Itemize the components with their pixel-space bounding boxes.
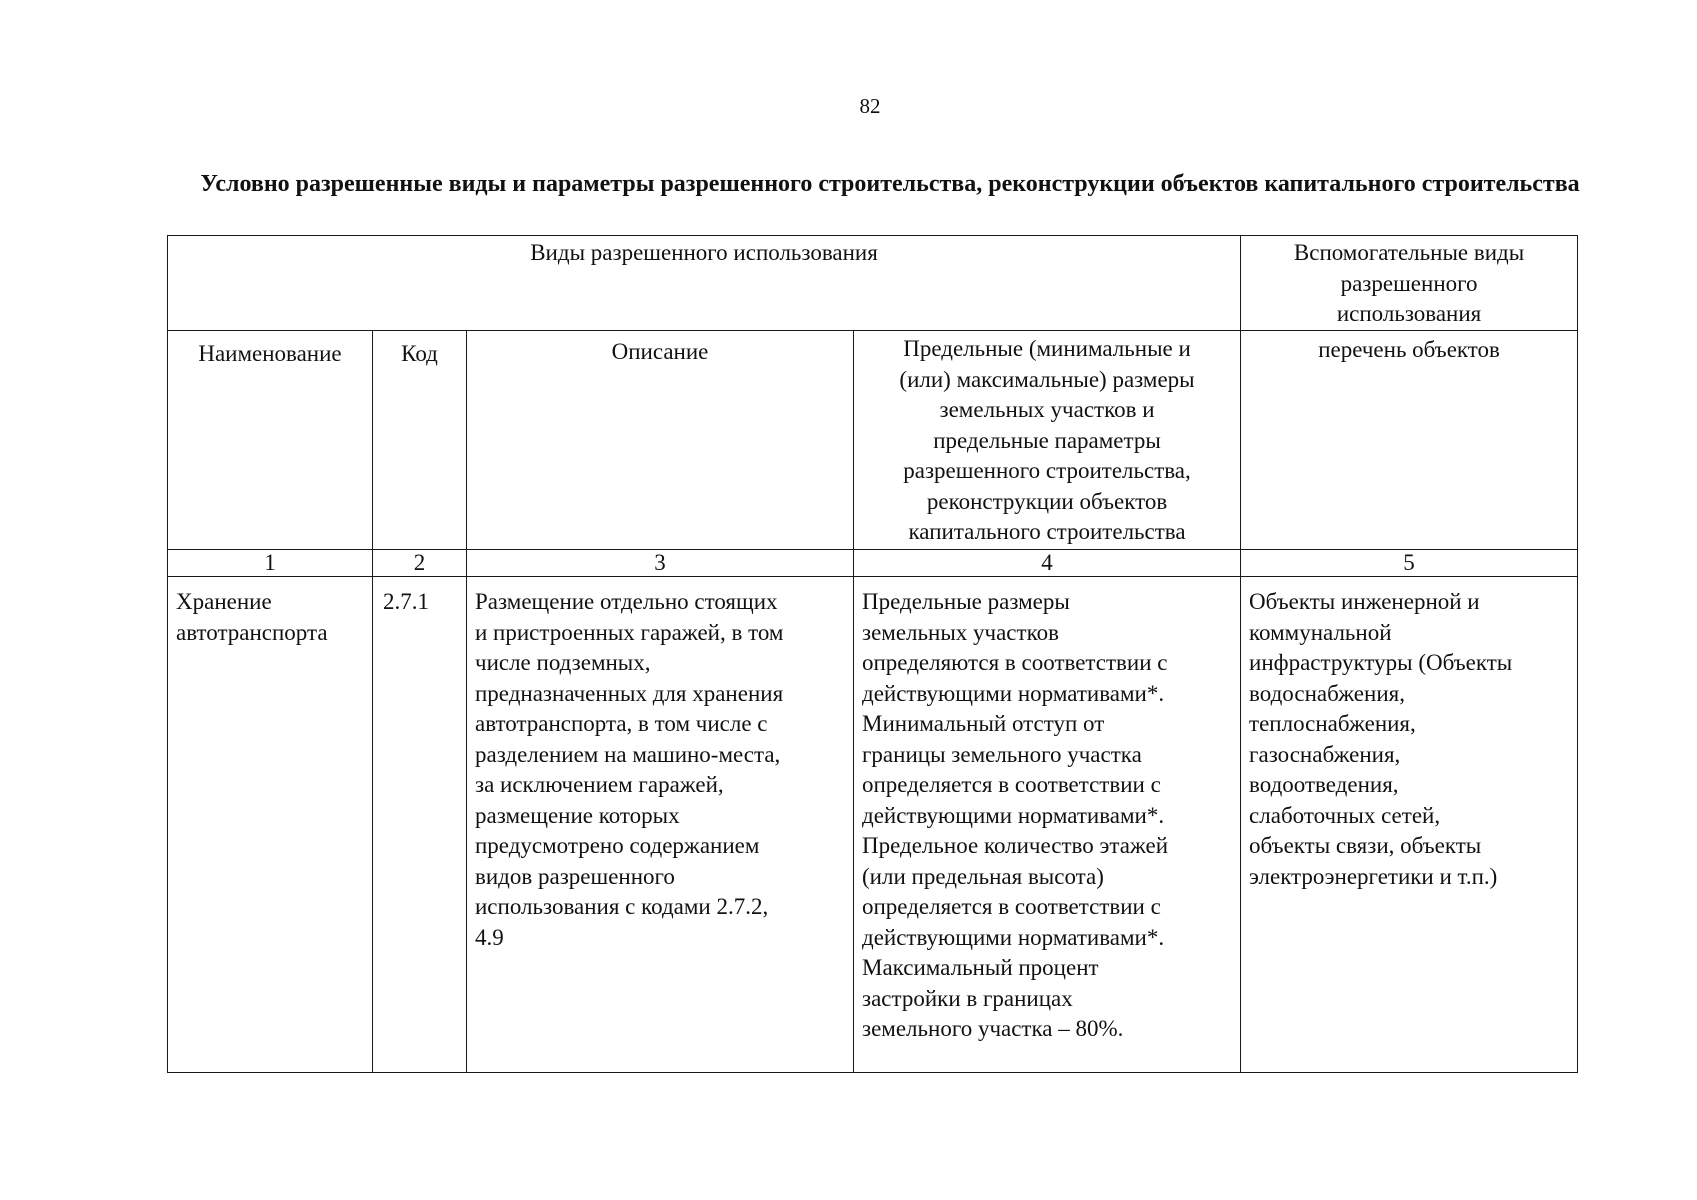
group-header-auxiliary-text: Вспомогательные виды разрешенного использования — [1293, 240, 1525, 326]
permitted-use-table — [167, 235, 1578, 1073]
column-header-parameters — [854, 331, 1241, 550]
table-group-header-row — [168, 236, 1578, 331]
column-header-description-text: Описание — [611, 339, 709, 364]
use-description-text: Размещение отдельно стоящих и пристроенных гаражей, в том числе подземных, предназначенных для хранения автотранспорта, в том числе с разделением на машино-места, за исключением гаражей, размещение которых предусмотрено содержанием видов разрешенного использования с кодами 2.7.2, 4.9 — [475, 589, 784, 950]
use-parameters-text: Предельные размеры земельных участков определяются в соответствии с действующими нормативами*. Минимальный отступ от границы земельного участка определяется в соответствии с действующими нормативами*. Предельное количество этажей (или предельная высота) определяется в соответствии с действующими нормативами*. Максимальный процент застройки в границах земельного участка – 80%. — [862, 589, 1169, 1041]
column-number-1: 1 — [168, 550, 373, 577]
group-header-main-text: Виды разрешенного использования — [530, 240, 878, 265]
column-number-row — [168, 550, 1578, 577]
table-row — [168, 577, 1578, 1073]
use-code-text: 2.7.1 — [383, 589, 429, 614]
column-header-description — [467, 331, 854, 550]
column-number-3: 3 — [467, 550, 854, 577]
column-header-code — [373, 331, 467, 550]
column-number-5: 5 — [1241, 550, 1578, 577]
cell-use-parameters — [854, 577, 1241, 1073]
group-header-main — [168, 236, 1241, 331]
column-header-parameters-text: Предельные (минимальные и (или) максимальные) размеры земельных участков и предельные параметры разрешенного строительства, реконструкции объектов капитального строительства — [899, 336, 1195, 544]
column-header-code-text: Код — [401, 341, 438, 366]
use-name-text: Хранение автотранспорта — [176, 589, 328, 645]
column-number-4: 4 — [854, 550, 1241, 577]
column-header-name — [168, 331, 373, 550]
column-header-objects-list: перечень объектов — [1318, 336, 1500, 362]
cell-use-code — [373, 577, 467, 1073]
page-number: 82 — [859, 94, 881, 118]
cell-use-description — [467, 577, 854, 1073]
cell-use-name — [168, 577, 373, 1073]
auxiliary-objects-text: Объекты инженерной и коммунальной инфраструктуры (Объекты водоснабжения, теплоснабжения, газоснабжения, водоотведения, слаботочных сетей, объекты связи, объекты электроэнергетики и т.п.) — [1249, 589, 1513, 889]
cell-auxiliary-objects — [1241, 577, 1578, 1073]
group-header-auxiliary — [1241, 236, 1578, 550]
document-title: Условно разрешенные виды и параметры разрешенного строительства, реконструкции объектов капитального строительства — [200, 171, 1580, 197]
column-number-2: 2 — [373, 550, 467, 577]
column-header-name-text: Наименование — [198, 341, 342, 366]
